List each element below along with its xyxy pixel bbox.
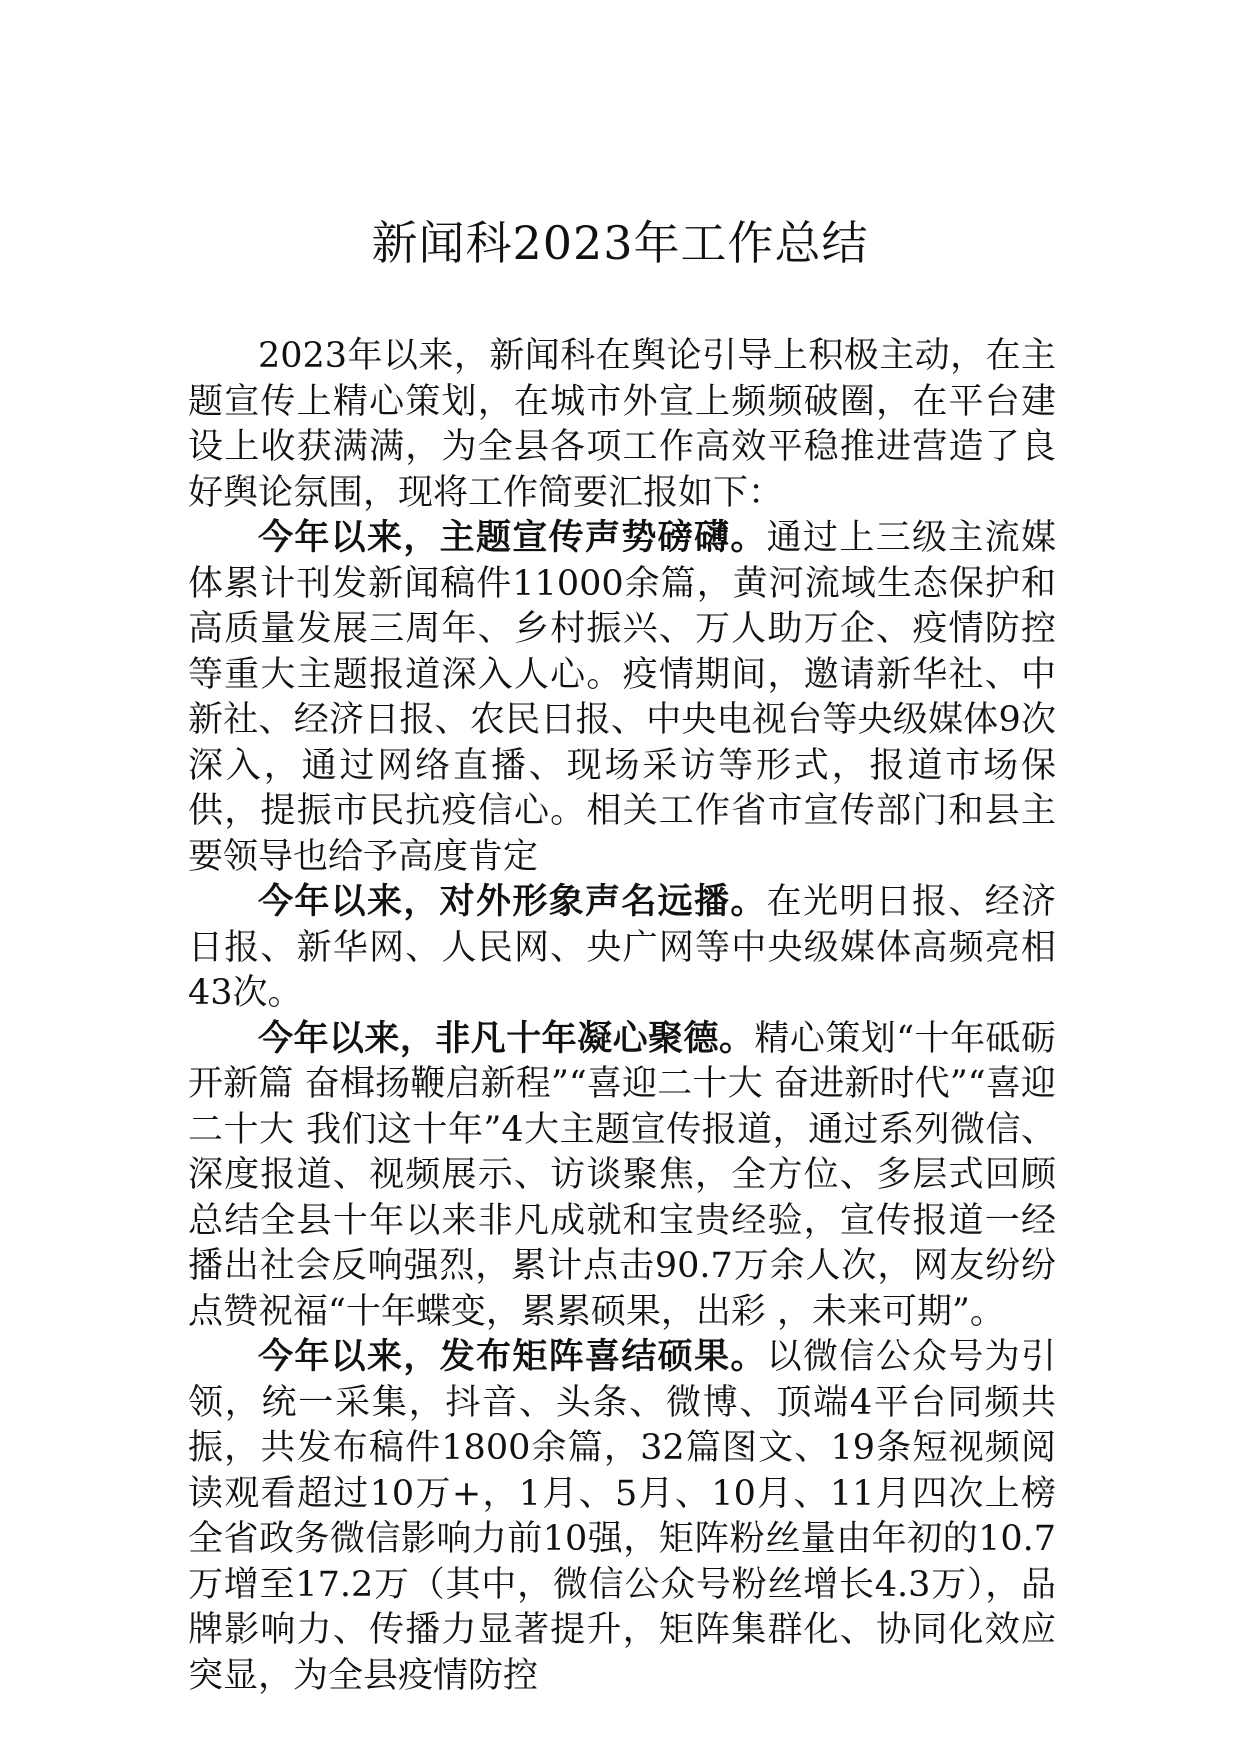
paragraph-intro <box>188 334 1056 516</box>
paragraph-media-matrix <box>188 1335 1056 1699</box>
paragraph-theme-publicity <box>188 516 1056 880</box>
paragraph-external-image <box>188 880 1056 1017</box>
paragraph-text: 在光明日报、经济日报、新华网、人民网、央广网等中央级媒体高频亮相43次。 <box>188 882 1056 1013</box>
document-body <box>188 334 1056 1699</box>
document-title: 新闻科2023年工作总结 <box>371 216 869 270</box>
paragraph-lead: 今年以来，对外形象声名远播。 <box>258 882 767 922</box>
paragraph-text: 2023年以来，新闻科在舆论引导上积极主动，在主题宣传上精心策划，在城市外宣上频频破圈，在平台建设上收获满满，为全县各项工作高效平稳推进营造了良好舆论氛围，现将工作简要汇报如下： <box>188 336 1056 513</box>
paragraph-decade <box>188 1017 1056 1336</box>
paragraph-text: 以微信公众号为引领，统一采集，抖音、头条、微博、顶端4平台同频共振，共发布稿件1800余篇，32篇图文、19条短视频阅读观看超过10万+，1月、5月、10月、11月四次上榜全省政务微信影响力前10强，矩阵粉丝量由年初的10.7万增至17.2万（其中，微信公众号粉丝增长4.3万），品牌影响力、传播力显著提升，矩阵集群化、协同化效应突显，为全县疫情防控 <box>188 1337 1056 1696</box>
paragraph-text: 通过上三级主流媒体累计刊发新闻稿件11000余篇，黄河流域生态保护和高质量发展三周年、乡村振兴、万人助万企、疫情防控等重大主题报道深入人心。疫情期间，邀请新华社、中新社、经济日报、农民日报、中央电视台等央级媒体9次深入，通过网络直播、现场采访等形式，报道市场保供，提振市民抗疫信心。相关工作省市宣传部门和县主要领导也给予高度肯定 <box>188 518 1056 877</box>
paragraph-lead: 今年以来，发布矩阵喜结硕果。 <box>258 1337 767 1377</box>
paragraph-lead: 今年以来，非凡十年凝心聚德。 <box>258 1018 755 1059</box>
paragraph-text: 精心策划“十年砥砺开新篇 奋楫扬鞭启新程”“喜迎二十大 奋进新时代”“喜迎二十大 我们这十年”4大主题宣传报道，通过系列微信、深度报道、视频展示、访谈聚焦，全方位、多层式回顾总结全县十年以来非凡成就和宝贵经验，宣传报道一经播出社会反响强烈，累计点击90.7万余人次，网友纷纷点赞祝福“十年蝶变，累累硕果，出彩 ，未来可期”。 <box>188 1018 1056 1332</box>
paragraph-lead: 今年以来，主题宣传声势磅礴。 <box>258 518 767 558</box>
